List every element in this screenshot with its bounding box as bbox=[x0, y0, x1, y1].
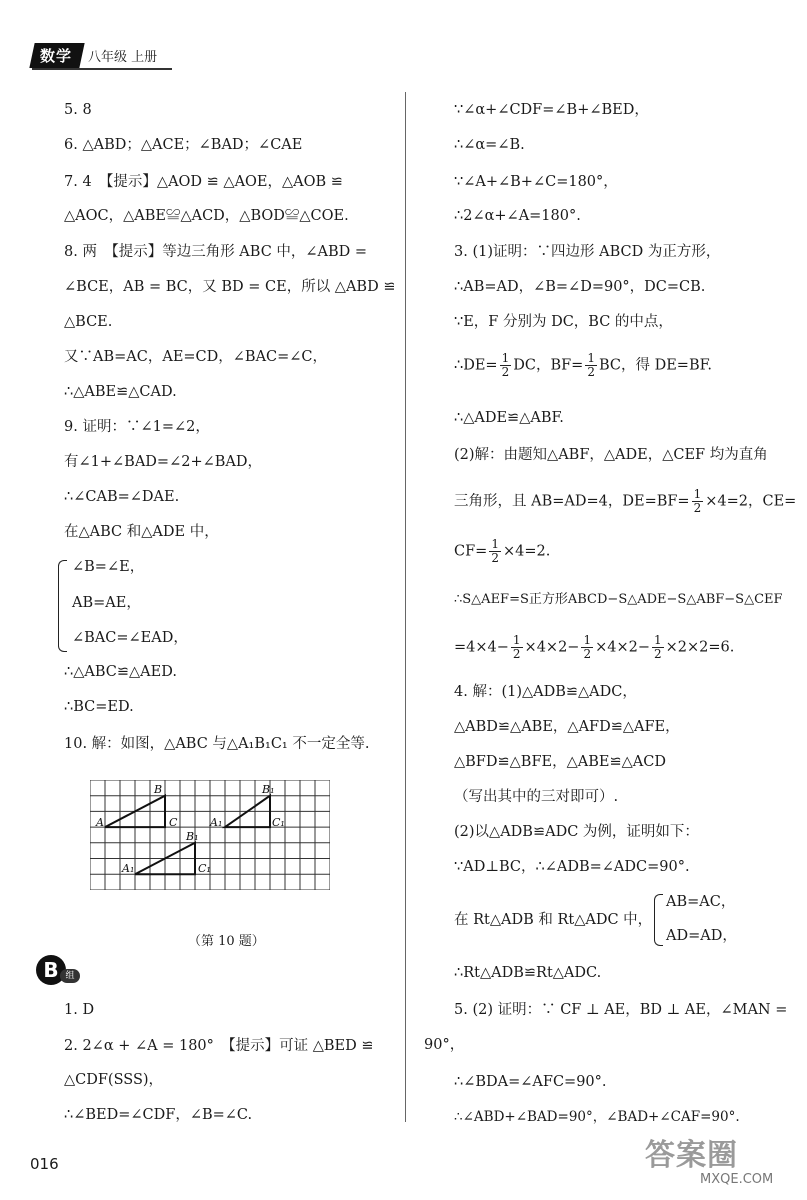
condition-1: ∠B=∠E， bbox=[72, 559, 145, 575]
grid-figure bbox=[90, 780, 330, 890]
label-b1: B₁ bbox=[262, 783, 275, 796]
r-line-7: ∵E，F 分别为 DC，BC 的中点， bbox=[454, 314, 673, 330]
fraction-half: $\frac{1}{2}$ bbox=[512, 633, 521, 661]
watermark-url: MXQE.COM bbox=[700, 1172, 774, 1187]
section-b-badge: B bbox=[36, 955, 66, 985]
answer-b2: 2. 2∠α + ∠A = 180° 【提示】可证 △BED ≌ bbox=[64, 1038, 374, 1054]
fraction-half: $\frac{1}{2}$ bbox=[654, 633, 662, 661]
r-line-9: ∴△ADE≌△ABF. bbox=[454, 410, 564, 426]
condition-3: ∠BAC=∠EAD， bbox=[72, 630, 188, 646]
column-divider bbox=[405, 92, 406, 1122]
r-line-26: ∴∠ABD+∠BAD=90°，∠BAD+∠CAF=90°. bbox=[454, 1109, 740, 1125]
r-line-2: ∴∠α=∠B. bbox=[454, 137, 525, 153]
answer-8-cont2: △BCE. bbox=[64, 314, 113, 330]
answer-9-step4: ∴△ABC≌△AED. bbox=[64, 664, 177, 680]
fraction-half: $\frac{1}{2}$ bbox=[587, 351, 595, 379]
figure-caption: （第 10 题） bbox=[188, 934, 265, 949]
r-line-11: 三角形，且 AB=AD=4，DE=BF= $\frac{1}{2}$ ×4=2，CE= bbox=[454, 487, 797, 515]
r-line-21: 在 Rt△ADB 和 Rt△ADC 中， bbox=[454, 912, 653, 928]
r-line-24: 90°， bbox=[424, 1037, 465, 1053]
label-b: B bbox=[154, 783, 163, 796]
answer-3: 3. (1)证明：∵四边形 ABCD 为正方形， bbox=[454, 244, 721, 260]
label-c1-bottom: C₁ bbox=[198, 862, 211, 875]
r-line-14: =4×4− $\frac{1}{2}$ ×4×2− $\frac{1}{2}$ ×4×2− $\frac{1}{2}$ ×2×2=6. bbox=[454, 633, 735, 661]
r-line-19: (2)以△ADB≌ADC 为例，证明如下： bbox=[454, 824, 699, 840]
label-a: A bbox=[96, 816, 104, 829]
r-line-1: ∵∠α+∠CDF=∠B+∠BED， bbox=[454, 102, 649, 118]
answer-8-cont: ∠BCE，AB = BC，又 BD = CE，所以 △ABD ≌ bbox=[64, 279, 396, 295]
answer-7: 7. 4 【提示】△AOD ≌ △AOE，△AOB ≌ bbox=[64, 174, 343, 190]
r-condition-1: AB=AC， bbox=[666, 894, 736, 910]
r-line-12: CF= $\frac{1}{2}$ ×4=2. bbox=[454, 537, 551, 565]
r-line-8: ∴DE= $\frac{1}{2}$ DC，BF= $\frac{1}{2}$ BC，得 DE=BF. bbox=[454, 351, 713, 379]
grade-label: 八年级 上册 bbox=[88, 49, 158, 65]
watermark-logo: 答案圈 bbox=[645, 1138, 738, 1173]
answer-4: 4. 解：(1)△ADB≌△ADC， bbox=[454, 684, 637, 700]
label-b1-bottom: B₁ bbox=[186, 830, 199, 843]
r-line-10: (2)解：由题知△ABF，△ADE，△CEF 均为直角 bbox=[454, 447, 768, 463]
answer-9-step: 有∠1+∠BAD=∠2+∠BAD， bbox=[64, 454, 263, 470]
subject-label: 数学 bbox=[29, 43, 84, 68]
fraction-half: $\frac{1}{2}$ bbox=[491, 537, 499, 565]
r-line-25: ∴∠BDA=∠AFC=90°. bbox=[454, 1074, 607, 1090]
page-number: 016 bbox=[30, 1155, 59, 1173]
section-b-tag: 组 bbox=[60, 969, 80, 983]
label-c1: C₁ bbox=[272, 816, 285, 829]
fraction-half: $\frac{1}{2}$ bbox=[583, 633, 592, 661]
brace bbox=[58, 560, 67, 652]
answer-8-conclusion: ∴△ABE≌△CAD. bbox=[64, 384, 177, 400]
answer-10: 10. 解：如图，△ABC 与△A₁B₁C₁ 不一定全等. bbox=[64, 736, 370, 752]
label-a1-bottom: A₁ bbox=[122, 862, 135, 875]
r-line-22: ∴Rt△ADB≌Rt△ADC. bbox=[454, 965, 602, 981]
answer-5: 5. 8 bbox=[64, 102, 92, 118]
r-line-4: ∴2∠α+∠A=180°. bbox=[454, 208, 581, 224]
label-a1: A₁ bbox=[210, 816, 223, 829]
answer-6: 6. △ABD；△ACE；∠BAD；∠CAE bbox=[64, 137, 303, 153]
answer-9-step2: ∴∠CAB=∠DAE. bbox=[64, 489, 180, 505]
r-line-3: ∵∠A+∠B+∠C=180°， bbox=[454, 174, 618, 190]
header-rule bbox=[32, 68, 172, 70]
answer-7-cont: △AOC，△ABE≌△ACD，△BOD≌△COE. bbox=[64, 208, 349, 224]
answer-8: 8. 两 【提示】等边三角形 ABC 中，∠ABD = bbox=[64, 244, 368, 260]
condition-2: AB=AE， bbox=[72, 595, 141, 611]
r-condition-2: AD=AD， bbox=[666, 928, 737, 944]
answer-9-conclusion: ∴BC=ED. bbox=[64, 699, 134, 715]
answer-5-right: 5. (2) 证明：∵ CF ⊥ AE，BD ⊥ AE，∠MAN = bbox=[454, 1002, 788, 1018]
label-c: C bbox=[169, 816, 178, 829]
r-line-6: ∴AB=AD，∠B=∠D=90°，DC=CB. bbox=[454, 279, 706, 295]
r-line-18: （写出其中的三对即可）. bbox=[454, 789, 619, 805]
brace-right bbox=[654, 894, 663, 946]
r-line-17: △BFD≌△BFE，△ABE≌△ACD bbox=[454, 754, 666, 770]
answer-b2-cont2: ∴∠BED=∠CDF，∠B=∠C. bbox=[64, 1107, 253, 1123]
page-header bbox=[32, 44, 157, 66]
answer-8-cont3: 又∵AB=AC，AE=CD，∠BAC=∠C， bbox=[64, 349, 328, 365]
r-line-13: ∴S△AEF=S正方形ABCD−S△ADE−S△ABF−S△CEF bbox=[454, 592, 783, 607]
r-line-16: △ABD≌△ABE，△AFD≌△AFE， bbox=[454, 719, 680, 735]
r-line-20: ∵AD⊥BC，∴∠ADB=∠ADC=90°. bbox=[454, 859, 690, 875]
answer-b2-cont: △CDF(SSS)， bbox=[64, 1072, 164, 1088]
fraction-half: $\frac{1}{2}$ bbox=[693, 487, 702, 515]
answer-b1: 1. D bbox=[64, 1002, 95, 1018]
answer-9: 9. 证明：∵∠1=∠2， bbox=[64, 419, 210, 435]
fraction-half: $\frac{1}{2}$ bbox=[501, 351, 510, 379]
answer-9-step3: 在△ABC 和△ADE 中， bbox=[64, 524, 219, 540]
